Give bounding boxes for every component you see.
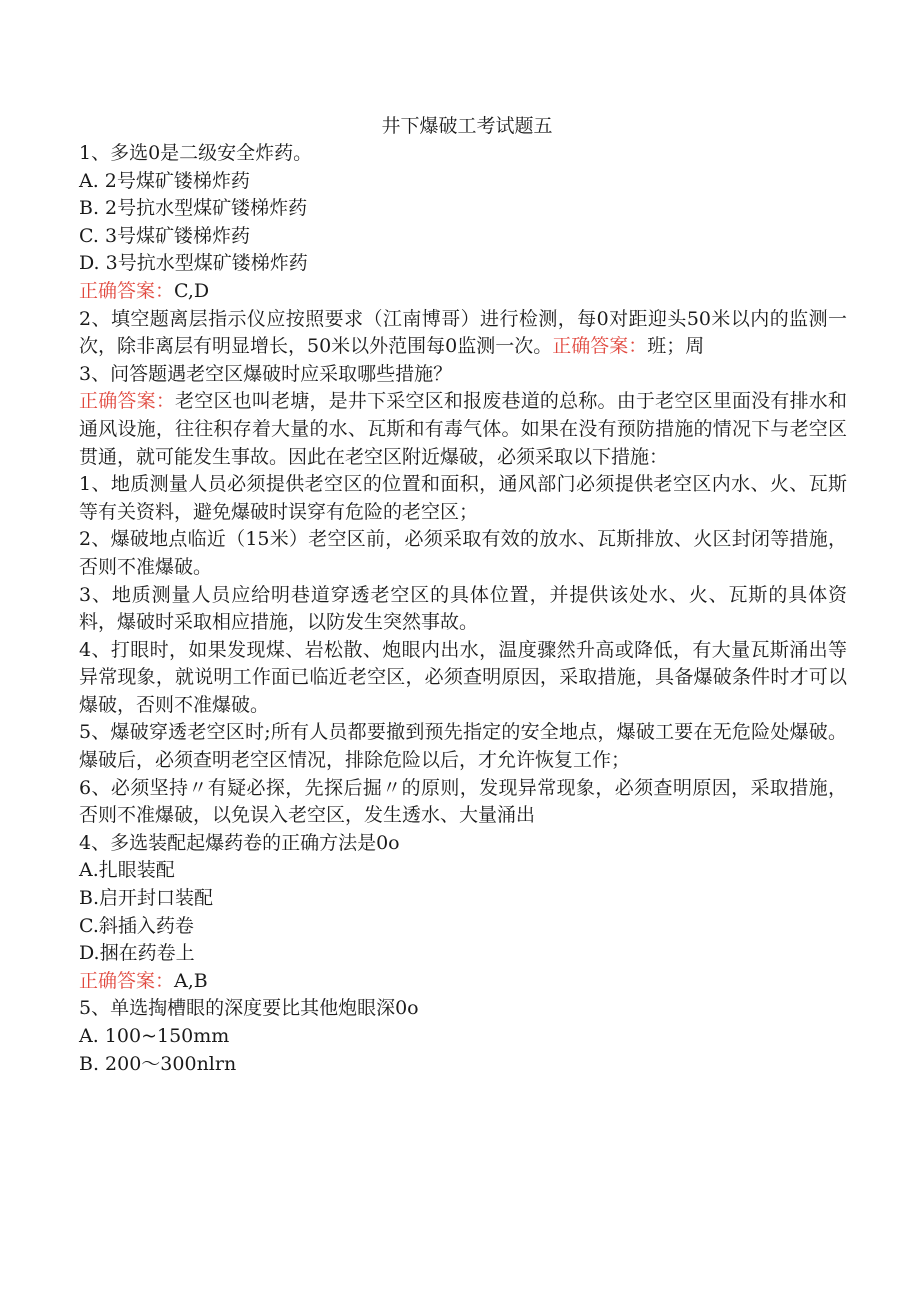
document-page (79, 112, 847, 1078)
question-5-option-b: B. 200～300nlrn (79, 1052, 237, 1075)
question-1-option-b: B. 2号抗水型煤矿镂梯炸药 (79, 197, 308, 220)
measure-item: 5、爆破穿透老空区时;所有人员都要撤到预先指定的安全地点，爆破工要在无危险处爆破。爆破后，必须查明老空区情况，排除危险以后，才允许恢复工作； (79, 721, 847, 772)
answer-label: 正确答案： (552, 335, 648, 358)
question-4-option-a: A.扎眼装配 (79, 859, 175, 882)
question-5-stem: 5、单选掏槽眼的深度要比其他炮眼深0o (79, 997, 419, 1020)
question-1-option-d: D. 3号抗水型煤矿镂梯炸药 (79, 252, 308, 275)
measure-item: 1、地质测量人员必须提供老空区的位置和面积，通风部门必须提供老空区内水、火、瓦斯等有关资料，避免爆破时误穿有危险的老空区； (79, 473, 847, 523)
measure-item: 2、爆破地点临近（15米）老空区前，必须采取有效的放水、瓦斯排放、火区封闭等措施，否则不准爆破。 (79, 528, 847, 578)
question-4-answer (79, 968, 847, 996)
answer-label: 正确答案： (79, 390, 176, 413)
question-2-stem: 2、填空题离层指示仪应按照要求（江南博哥）进行检测，每0对距迎头50米以内的监测一次，除非离层有明显增长，50米以外范围每0监测一次。 (79, 307, 847, 358)
question-3-stem: 3、问答题遇老空区爆破时应采取哪些措施？ (79, 362, 453, 385)
measure-item: 4、打眼时，如果发现煤、岩松散、炮眼内出水，温度骤然升高或降低，有大量瓦斯涌出等异常现象，就说明工作面已临近老空区，必须查明原因，采取措施，具备爆破条件时才可以爆破，否则不准爆破。 (79, 638, 847, 716)
question-4-option-c: C.斜插入药卷 (79, 914, 194, 937)
answer-value: 班；周 (647, 335, 705, 358)
question-3-answer (79, 388, 847, 471)
question-4-stem: 4、多选装配起爆药卷的正确方法是0o (79, 831, 400, 854)
question-4-option-d: D.捆在药卷上 (79, 942, 195, 965)
document-title: 井下爆破工考试题五 (381, 115, 553, 137)
answer-value: A,B (174, 969, 208, 992)
answer-label: 正确答案： (79, 969, 175, 992)
measure-item: 6、必须坚持〃有疑必探，先探后掘〃的原则，发现异常现象，必须查明原因，采取措施，否则不准爆破，以免误入老空区，发生透水、大量涌出 (79, 776, 847, 827)
question-1-option-a: A. 2号煤矿镂梯炸药 (79, 169, 250, 192)
answer-value: C,D (174, 279, 210, 302)
question-4-option-b: B.启开封口装配 (79, 887, 214, 910)
question-2 (79, 306, 847, 361)
question-1-stem: 1、多选0是二级安全炸药。 (79, 142, 313, 164)
answer-intro: 老空区也叫老塘，是井下采空区和报废巷道的总称。由于老空区里面没有排水和通风设施，往往积存着大量的水、瓦斯和有毒气体。如果在没有预防措施的情况下与老空区贯通，就可能发生事故。因此在老空区附近爆破，必须采取以下措施： (79, 390, 847, 468)
question-1-option-c: C. 3号煤矿镂梯炸药 (79, 224, 251, 247)
question-1-answer (79, 278, 847, 306)
answer-label: 正确答案： (79, 279, 175, 302)
question-5-option-a: A. 100~150mm (79, 1025, 230, 1047)
measure-item: 3、地质测量人员应给明巷道穿透老空区的具体位置，并提供该处水、火、瓦斯的具体资料，爆破时采取相应措施，以防发生突然事故。 (79, 583, 847, 634)
